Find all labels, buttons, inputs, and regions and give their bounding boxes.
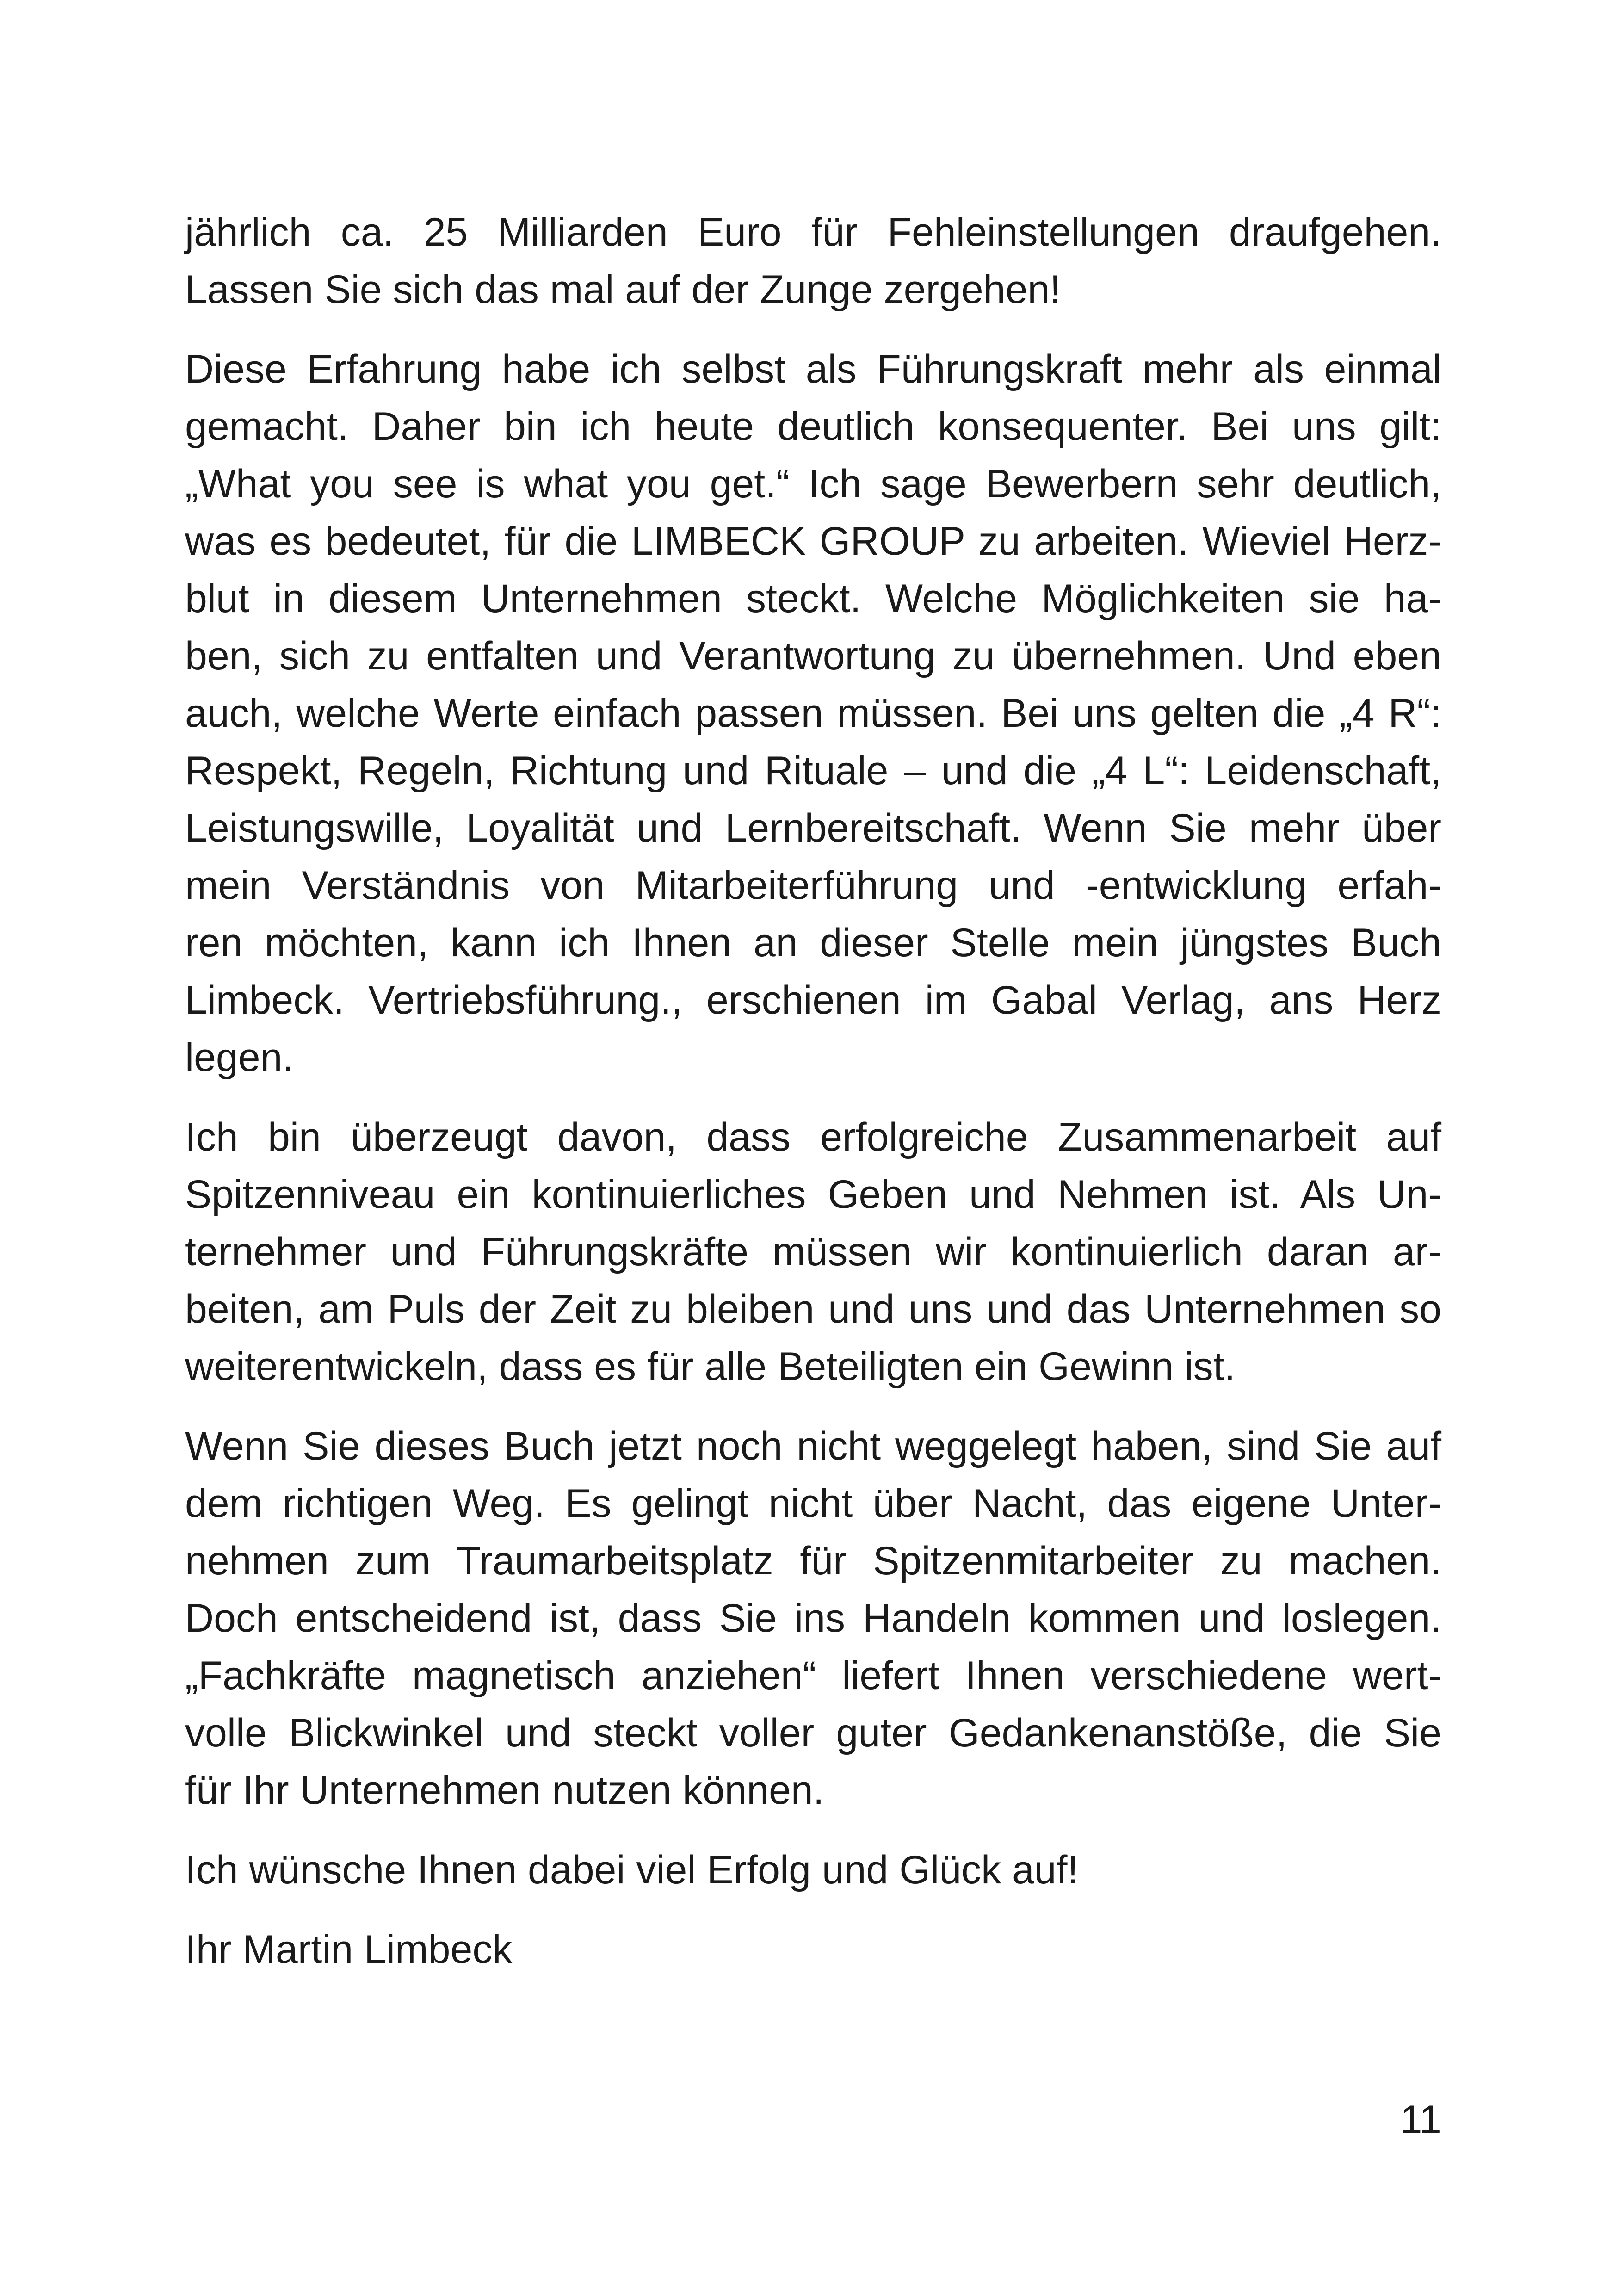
text-line: ben, sich zu entfalten und Verantwortung zu übernehmen. Und eben	[185, 634, 1441, 678]
text-line: was es bedeutet, für die LIMBECK GROUP zu arbeiten. Wieviel Herz-	[185, 519, 1441, 563]
text-line: legen.	[185, 1035, 294, 1080]
signature-line: Ihr Martin Limbeck	[185, 1927, 513, 1972]
text-line: beiten, am Puls der Zeit zu bleiben und uns und das Unternehmen so	[185, 1287, 1441, 1331]
text-line: Limbeck. Vertriebsführung., erschienen im Gabal Verlag, ans Herz	[185, 978, 1441, 1022]
text-line: gemacht. Daher bin ich heute deutlich konsequenter. Bei uns gilt:	[185, 404, 1441, 449]
text-line: Lassen Sie sich das mal auf der Zunge zergehen!	[185, 267, 1061, 312]
paragraph-right-path	[185, 1417, 1441, 1819]
text-line: weiterentwickeln, dass es für alle Beteiligten ein Gewinn ist.	[185, 1344, 1236, 1389]
text-line: „What you see is what you get.“ Ich sage Bewerbern sehr deutlich,	[185, 462, 1441, 506]
text-line: Leistungswille, Loyalität und Lernbereitschaft. Wenn Sie mehr über	[185, 806, 1441, 850]
text-line: mein Verständnis von Mitarbeiterführung und -entwicklung erfah-	[185, 863, 1441, 908]
text-line: Spitzenniveau ein kontinuierliches Geben und Nehmen ist. Als Un-	[185, 1172, 1441, 1217]
text-line: Doch entscheidend ist, dass Sie ins Handeln kommen und loslegen.	[185, 1596, 1441, 1640]
text-line: nehmen zum Traumarbeitsplatz für Spitzenmitarbeiter zu machen.	[185, 1539, 1441, 1583]
paragraph-cost-of-bad-hires	[185, 204, 1441, 318]
text-line: Wenn Sie dieses Buch jetzt noch nicht weggelegt haben, sind Sie auf	[185, 1424, 1441, 1468]
page-number: 11	[1400, 2098, 1441, 2142]
text-line: Respekt, Regeln, Richtung und Rituale – und die „4 L“: Leidenschaft,	[185, 749, 1441, 793]
page-body	[185, 204, 1441, 2000]
text-line: für Ihr Unternehmen nutzen können.	[185, 1768, 824, 1813]
text-line: ternehmer und Führungskräfte müssen wir kontinuierlich daran ar-	[185, 1230, 1441, 1274]
text-line: jährlich ca. 25 Milliarden Euro für Fehleinstellungen draufgehen.	[185, 210, 1441, 254]
text-line: blut in diesem Unternehmen steckt. Welche Möglichkeiten sie ha-	[185, 576, 1441, 621]
text-line: „Fachkräfte magnetisch anziehen“ liefert Ihnen verschiedene wert-	[185, 1653, 1441, 1698]
paragraph-signature	[185, 1921, 1441, 1978]
text-line: Diese Erfahrung habe ich selbst als Führungskraft mehr als einmal	[185, 347, 1441, 391]
paragraph-leadership-experience	[185, 340, 1441, 1086]
text-line: Ich bin überzeugt davon, dass erfolgreiche Zusammenarbeit auf	[185, 1115, 1441, 1159]
text-line: volle Blickwinkel und steckt voller guter Gedankenanstöße, die Sie	[185, 1711, 1441, 1755]
paragraph-collaboration	[185, 1108, 1441, 1395]
paragraph-wishes	[185, 1841, 1441, 1899]
text-line: dem richtigen Weg. Es gelingt nicht über Nacht, das eigene Unter-	[185, 1481, 1441, 1526]
text-line: auch, welche Werte einfach passen müssen. Bei uns gelten die „4 R“:	[185, 691, 1441, 736]
text-line: Ich wünsche Ihnen dabei viel Erfolg und Glück auf!	[185, 1848, 1079, 1892]
text-line: ren möchten, kann ich Ihnen an dieser Stelle mein jüngstes Buch	[185, 921, 1441, 965]
